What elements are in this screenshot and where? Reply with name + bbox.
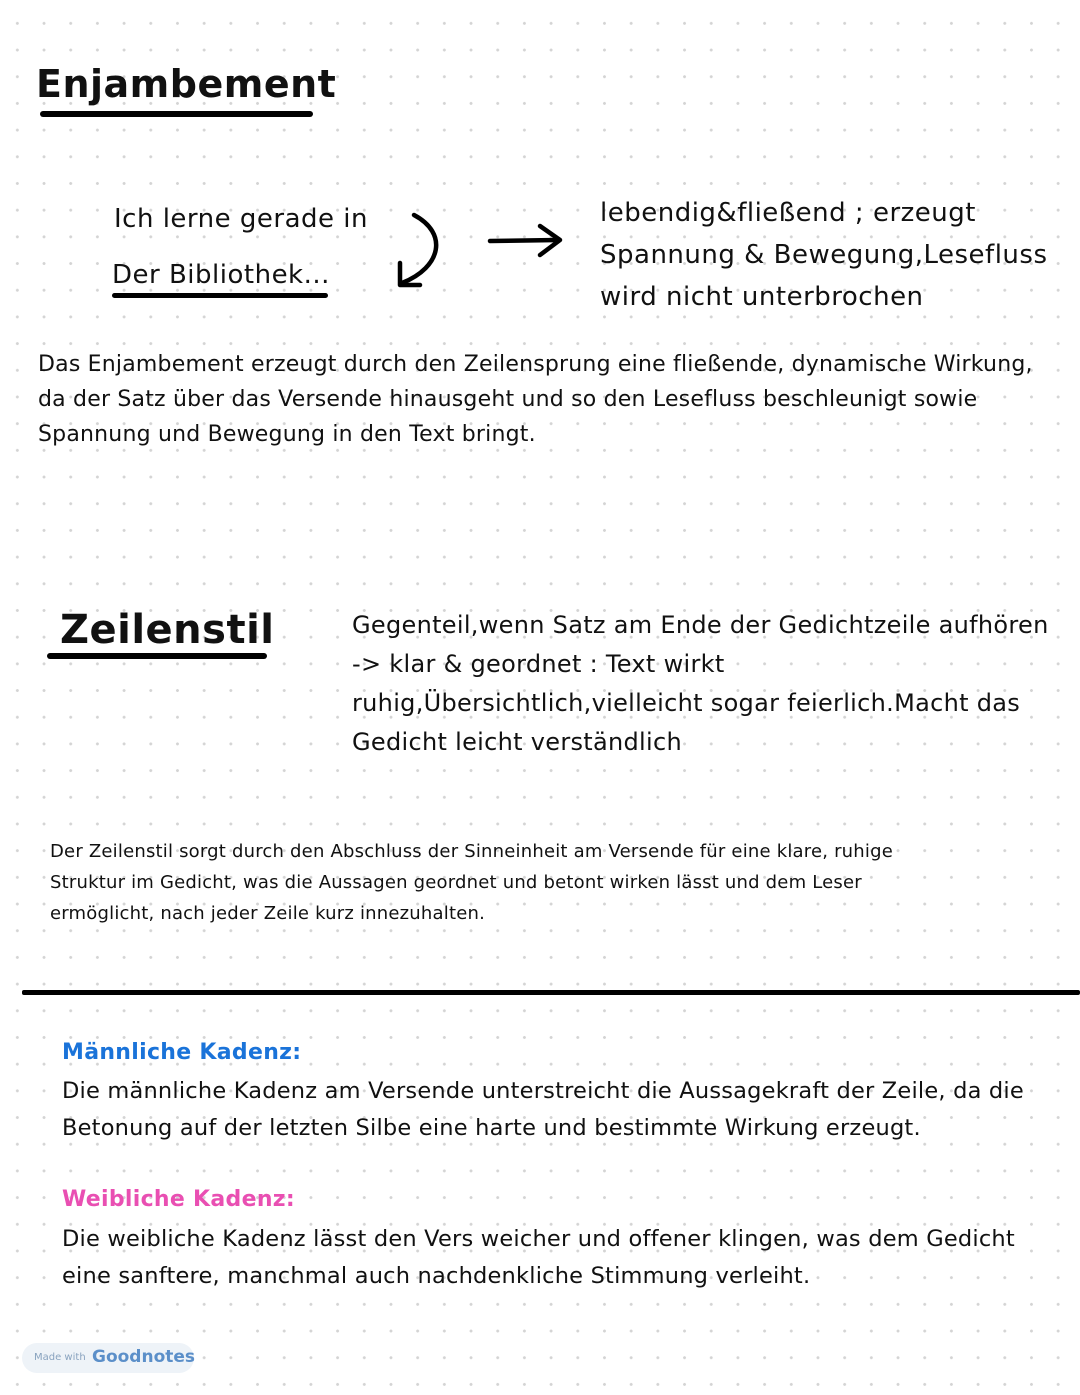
enjambement-title-underline bbox=[40, 111, 313, 117]
enjambement-paragraph bbox=[38, 347, 1033, 452]
right-arrow-icon bbox=[486, 222, 568, 262]
weibliche-kadenz-label: Weibliche Kadenz: bbox=[62, 1187, 295, 1212]
kadenz-line: Die männliche Kadenz am Versende unterstreicht die Aussagekraft der Zeile, da die bbox=[62, 1078, 1024, 1104]
effect-line: lebendig&fließend ; erzeugt bbox=[600, 198, 976, 228]
paragraph-line: Der Zeilenstil sorgt durch den Abschluss der Sinneinheit am Versende für eine klare, ruhige bbox=[50, 841, 894, 862]
paragraph-line: ermöglicht, nach jeder Zeile kurz innezuhalten. bbox=[50, 903, 486, 924]
enjambement-example-line1: Ich lerne gerade in bbox=[114, 204, 368, 234]
section-divider bbox=[22, 990, 1080, 995]
description-line: ruhig,Übersichtlich,vielleicht sogar feierlich.Macht das bbox=[352, 689, 1021, 717]
paragraph-line: da der Satz über das Versende hinausgeht und so den Lesefluss beschleunigt sowie bbox=[38, 387, 978, 412]
kadenz-line: Betonung auf der letzten Silbe eine harte und bestimmte Wirkung erzeugt. bbox=[62, 1115, 921, 1141]
made-with-label: Made with bbox=[34, 1352, 86, 1363]
weibliche-kadenz-text bbox=[62, 1221, 1015, 1295]
goodnotes-brand: Goodnotes bbox=[92, 1347, 196, 1367]
description-line: Gedicht leicht verständlich bbox=[352, 728, 683, 756]
zeilenstil-paragraph bbox=[50, 836, 893, 929]
line-break-arrow-icon bbox=[390, 205, 450, 295]
effect-line: Spannung & Bewegung,Lesefluss bbox=[600, 240, 1048, 270]
paragraph-line: Struktur im Gedicht, was die Aussagen geordnet und betont wirken lässt und dem Leser bbox=[50, 872, 862, 893]
zeilenstil-description bbox=[352, 606, 1049, 762]
made-with-goodnotes-badge[interactable] bbox=[22, 1343, 194, 1373]
kadenz-line: Die weibliche Kadenz lässt den Vers weicher und offener klingen, was dem Gedicht bbox=[62, 1226, 1015, 1252]
zeilenstil-title: Zeilenstil bbox=[60, 607, 275, 653]
enjambement-example-line2: Der Bibliothek... bbox=[112, 260, 330, 290]
paragraph-line: Spannung und Bewegung in den Text bringt. bbox=[38, 422, 536, 447]
maennliche-kadenz-text bbox=[62, 1073, 1024, 1147]
enjambement-title: Enjambement bbox=[36, 62, 337, 106]
paragraph-line: Das Enjambement erzeugt durch den Zeilensprung eine fließende, dynamische Wirkung, bbox=[38, 352, 1033, 377]
description-line: -> klar & geordnet : Text wirkt bbox=[352, 650, 725, 678]
description-line: Gegenteil,wenn Satz am Ende der Gedichtzeile aufhören bbox=[352, 611, 1049, 639]
kadenz-line: eine sanftere, manchmal auch nachdenkliche Stimmung verleiht. bbox=[62, 1263, 811, 1289]
example-underline bbox=[112, 293, 328, 298]
enjambement-effect bbox=[600, 192, 1048, 318]
zeilenstil-title-underline bbox=[47, 653, 267, 659]
maennliche-kadenz-label: Männliche Kadenz: bbox=[62, 1040, 302, 1065]
effect-line: wird nicht unterbrochen bbox=[600, 282, 924, 312]
